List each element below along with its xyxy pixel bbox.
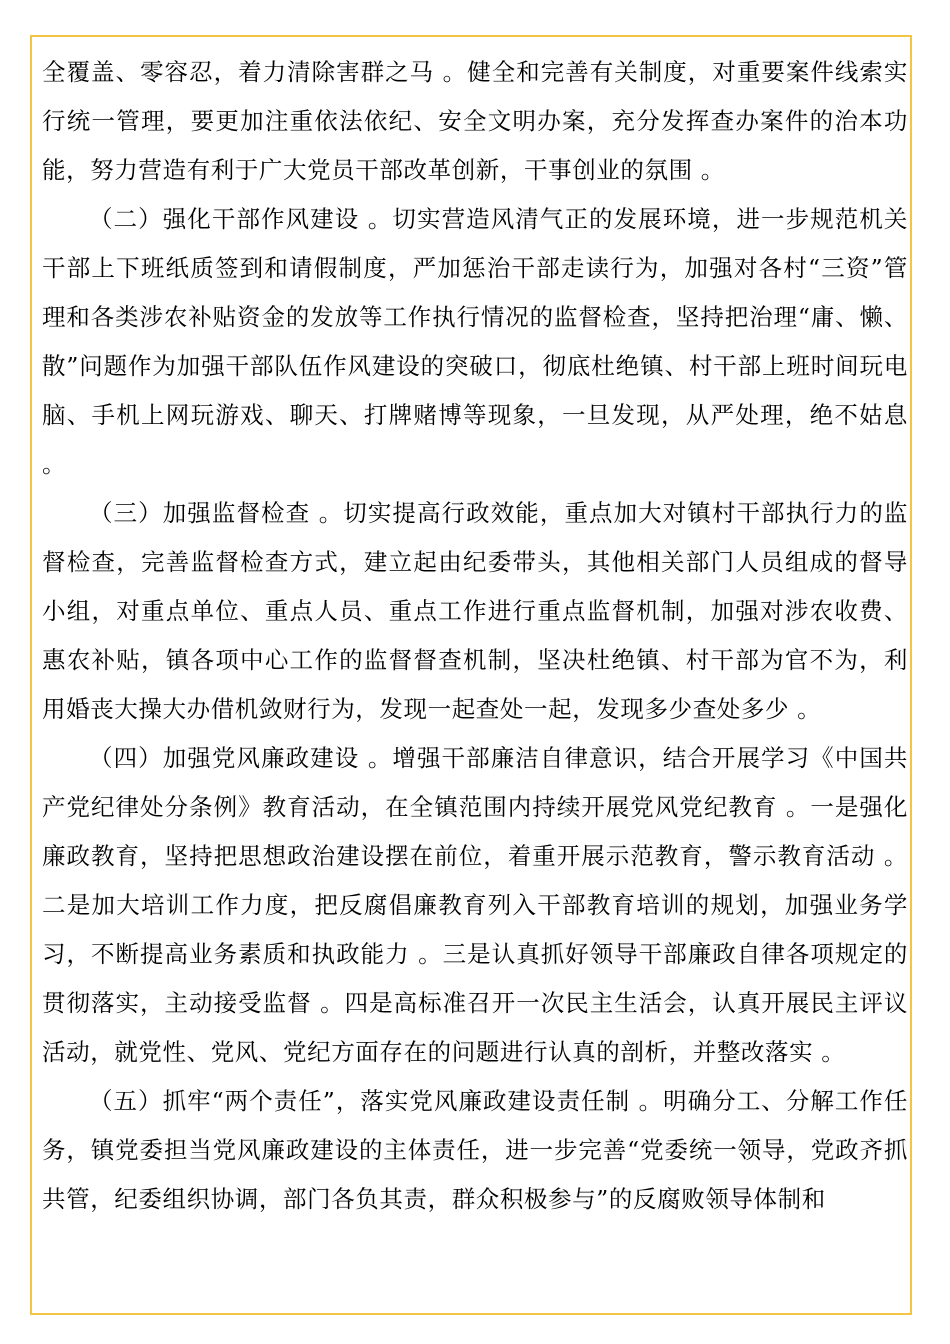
paragraph-section-5: （五）抓牢“两个责任”，落实党风廉政建设责任制 。明确分工、分解工作任务，镇党委担当党风廉政建设的主体责任，进一步完善“党委统一领导，党政齐抓共管，纪委组织协调，部门各负其责，群众积极参与”的反腐败领导体制和 <box>42 1087 908 1213</box>
paragraph-continuation: 全覆盖、零容忍，着力清除害群之马 。健全和完善有关制度，对重要案件线索实行统一管理，要更加注重依法依纪、安全文明办案，充分发挥查办案件的治本功能，努力营造有利于广大党员干部改革创新，干事创业的氛围 。 <box>42 58 908 184</box>
paragraph-section-3: （三）加强监督检查 。切实提高行政效能，重点加大对镇村干部执行力的监督检查，完善监督检查方式，建立起由纪委带头，其他相关部门人员组成的督导小组，对重点单位、重点人员、重点工作进行重点监督机制，加强对涉农收费、惠农补贴，镇各项中心工作的监督督查机制，坚决杜绝镇、村干部为官不为，利用婚丧大操大办借机敛财行为，发现一起查处一起，发现多少查处多少 。 <box>42 499 908 723</box>
paragraph-section-4: （四）加强党风廉政建设 。增强干部廉洁自律意识，结合开展学习《中国共产党纪律处分条例》教育活动，在全镇范围内持续开展党风党纪教育 。一是强化廉政教育，坚持把思想政治建设摆在前位，着重开展示范教育，警示教育活动 。二是加大培训工作力度，把反腐倡廉教育列入干部教育培训的规划，加强业务学习，不断提高业务素质和执政能力 。三是认真抓好领导干部廉政自律各项规定的贯彻落实，主动接受监督 。四是高标准召开一次民主生活会，认真开展民主评议活动，就党性、党风、党纪方面存在的问题进行认真的剖析，并整改落实 。 <box>42 744 908 1066</box>
paragraph-section-2: （二）强化干部作风建设 。切实营造风清气正的发展环境，进一步规范机关干部上下班纸质签到和请假制度，严加惩治干部走读行为，加强对各村“三资”管理和各类涉农补贴资金的发放等工作执行情况的监督检查，坚持把治理“庸、懒、散”问题作为加强干部队伍作风建设的突破口，彻底杜绝镇、村干部上班时间玩电脑、手机上网玩游戏、聊天、打牌赌博等现象，一旦发现，从严处理，绝不姑息 。 <box>42 205 908 478</box>
document-body <box>42 48 908 1224</box>
